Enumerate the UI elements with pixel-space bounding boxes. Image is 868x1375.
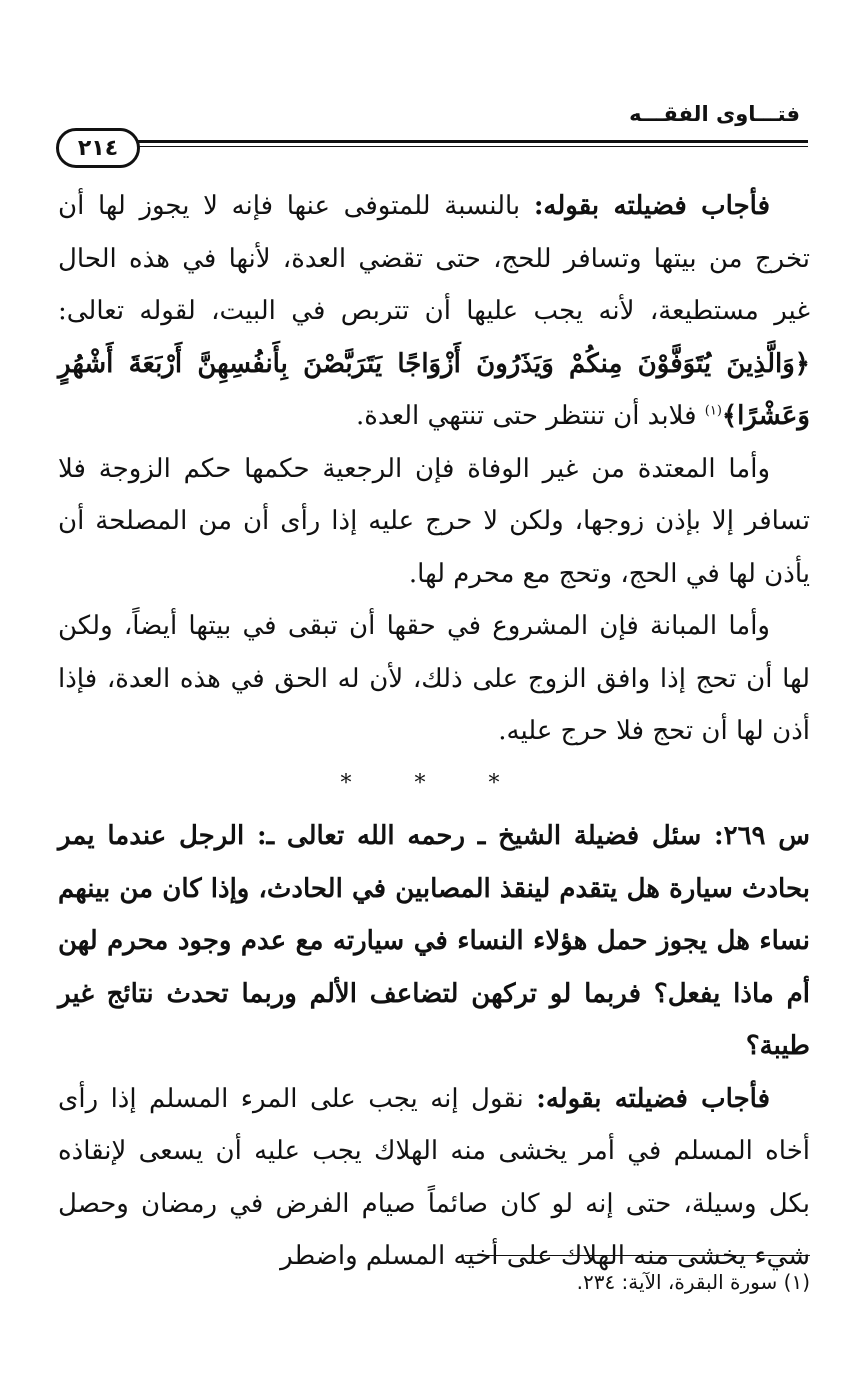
answer-paragraph-4 [58, 1073, 810, 1283]
quran-verse: ﴿وَالَّذِينَ يُتَوَفَّوْنَ مِنكُمْ وَيَذَرُونَ أَزْوَاجًا يَتَرَبَّصْنَ بِأَنفُسِهِنَّ أَرْبَعَةَ أَشْهُرٍ وَعَشْرًا﴾ [58, 348, 810, 431]
answer-text-end: فلابد أن تنتظر حتى تنتهي العدة. [356, 401, 705, 431]
answer-text-2: نقول إنه يجب على المرء المسلم إذا رأى أخاه المسلم في أمر يخشى منه الهلاك يجب عليه أن يسعى لإنقاذه بكل وسيلة، حتى إنه لو كان صائماً صيام الفرض في رمضان وحصل شيء يخشى منه الهلاك على أخيه المسلم واضطر [58, 1083, 810, 1271]
footnote-reference: (١) [704, 403, 722, 419]
header-rule [120, 140, 808, 143]
footnote: (١) سورة البقرة، الآية: ٢٣٤. [576, 1270, 810, 1294]
answer-lead-2: فأجاب فضيلته بقوله: [536, 1083, 770, 1114]
footnote-rule [465, 1255, 810, 1256]
running-title: فتـــاوى الفقـــه [629, 102, 800, 126]
body-text [58, 180, 810, 1283]
question-paragraph: س ٢٦٩: سئل فضيلة الشيخ ـ رحمه الله تعالى ـ: الرجل عندما يمر بحادث سيارة هل يتقدم لينقذ المصابين في الحادث، وإذا كان من بينهم نساء هل يجوز حمل هؤلاء النساء في سيارته مع عدم وجود محرم لهن أم ماذا يفعل؟ فربما لو تركهن لتضاعف الألم وربما تحدث نتائج غير طيبة؟ [58, 821, 810, 1061]
header-rule-thin [120, 146, 808, 147]
section-separator: * * * [340, 770, 528, 796]
answer-text: بالنسبة للمتوفى عنها فإنه لا يجوز لها أن تخرج من بيتها وتسافر للحج، حتى تقضي العدة، لأنها في هذه الحال غير مستطيعة، لأنه يجب عليها أن تتربص في البيت، لقوله تعالى: [58, 191, 810, 326]
answer-paragraph-2: وأما المعتدة من غير الوفاة فإن الرجعية حكمها حكم الزوجة فلا تسافر إلا بإذن زوجها، ولكن لا حرج عليه إذا رأى أن من المصلحة أن يأذن لها في الحج، وتحج مع محرم لها. [58, 453, 810, 589]
answer-paragraph-1 [58, 180, 810, 443]
page-number: ٢١٤ [56, 128, 140, 168]
answer-lead: فأجاب فضيلته بقوله: [533, 191, 770, 221]
answer-paragraph-3: وأما المبانة فإن المشروع في حقها أن تبقى في بيتها أيضاً، ولكن لها أن تحج إذا وافق الزوج على ذلك، لأن له الحق في هذه العدة، فإذا أذن لها أن تحج فلا حرج عليه. [58, 611, 810, 746]
